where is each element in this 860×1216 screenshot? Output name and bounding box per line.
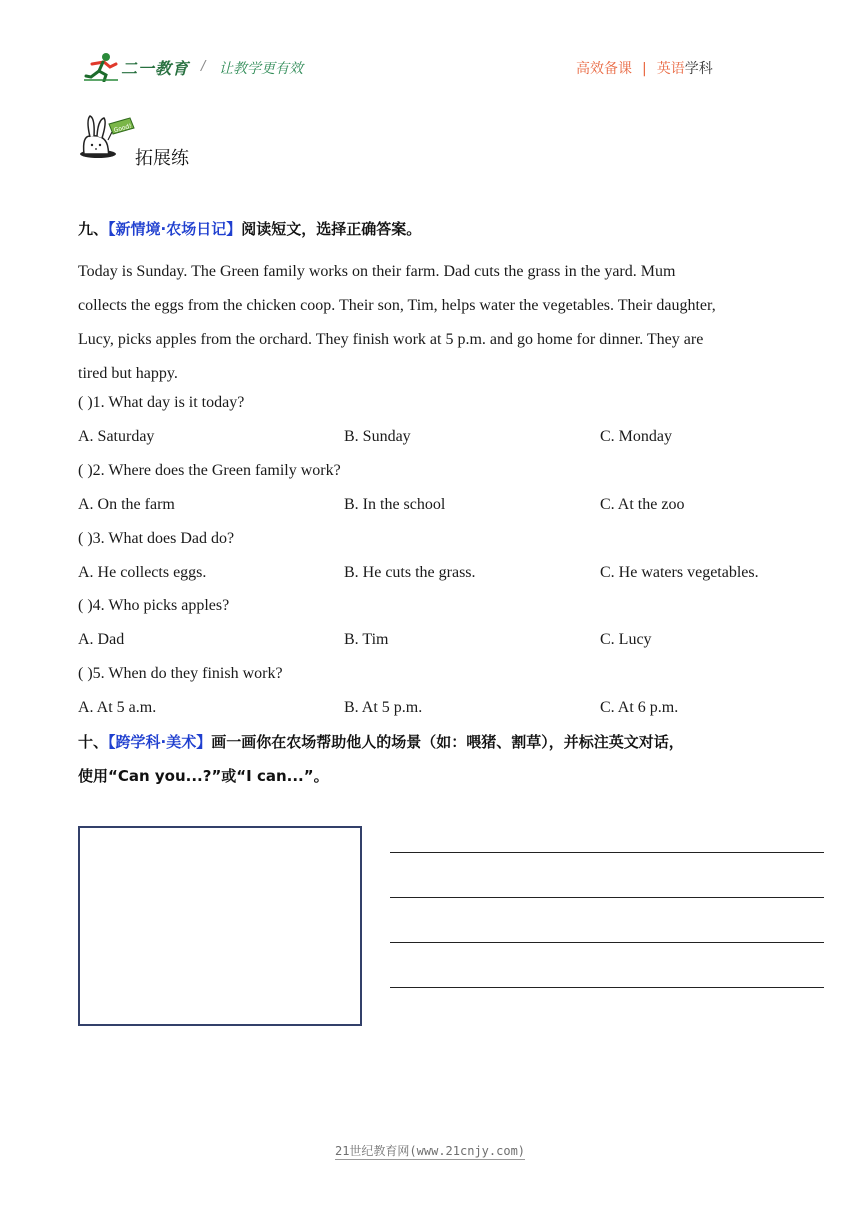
answer-line[interactable] [390,852,824,853]
passage-line: Lucy, picks apples from the orchard. They finish work at 5 p.m. and go home for dinner. They are [78,331,704,348]
q10-title [78,731,684,752]
reading-passage [78,255,778,391]
answer-line[interactable] [390,942,824,943]
option-b: B. At 5 p.m. [344,699,423,716]
rabbit-mascot-icon [78,114,136,160]
question-stem: ( )3. What does Dad do? [78,530,235,547]
question-stem: ( )4. Who picks apples? [78,597,230,614]
rabbit-badge-text: Good! [113,122,133,135]
slogan: 让教学更有效 [219,61,303,77]
q10-instruction-line1: 画一画你在农场帮助他人的场景（如：喂猪、割草），并标注英文对话， [211,733,684,751]
question-stem: ( )2. Where does the Green family work? [78,462,341,479]
option-c: C. Monday [600,428,672,445]
q9-instruction: 阅读短文，选择正确答案。 [241,220,422,238]
header-right-label [576,58,713,78]
question-stem: ( )5. When do they finish work? [78,665,283,682]
q9-title [78,218,421,239]
header-right-suffix: 学科 [684,61,713,77]
option-c: C. At 6 p.m. [600,699,679,716]
answer-line[interactable] [390,987,824,988]
option-b: B. He cuts the grass. [344,564,476,581]
option-c: C. At the zoo [600,496,685,513]
q10-instruction-line2: 使用“Can you...?”或“I can...”。 [78,767,329,785]
header-right-separator: | [642,61,647,77]
header-right-subject: 英语 [656,61,685,77]
section-title: 拓展练 [135,148,189,169]
header-right-part1: 高效备课 [576,61,632,77]
q9-number: 九、 [78,220,109,238]
option-c: C. Lucy [600,631,652,648]
slogan-separator: / [201,59,206,74]
option-c: C. He waters vegetables. [600,564,759,581]
option-a: A. On the farm [78,496,175,513]
answer-line[interactable] [390,897,824,898]
logo-text: 二一教育 [121,59,190,78]
footer [0,1142,860,1159]
footer-link[interactable]: 21世纪教育网(www.21cnjy.com) [334,1144,526,1158]
option-a: A. He collects eggs. [78,564,207,581]
option-b: B. Sunday [344,428,411,445]
passage-line: tired but happy. [78,365,178,382]
option-a: A. Saturday [78,428,155,445]
drawing-area[interactable] [78,826,362,1026]
q10-tag: 【跨学科·美术】 [108,733,212,751]
option-b: B. In the school [344,496,446,513]
option-a: A. Dad [78,631,125,648]
passage-line: collects the eggs from the chicken coop. Their son, Tim, helps water the vegetables. Their daughter, [78,297,716,314]
q10-number: 十、 [78,733,109,751]
option-a: A. At 5 a.m. [78,699,157,716]
passage-line: Today is Sunday. The Green family works on their farm. Dad cuts the grass in the yard. Mum [78,263,676,280]
q9-tag: 【新情境·农场日记】 [108,220,242,238]
logo-runner-icon [84,52,120,82]
question-stem: ( )1. What day is it today? [78,394,245,411]
option-b: B. Tim [344,631,389,648]
